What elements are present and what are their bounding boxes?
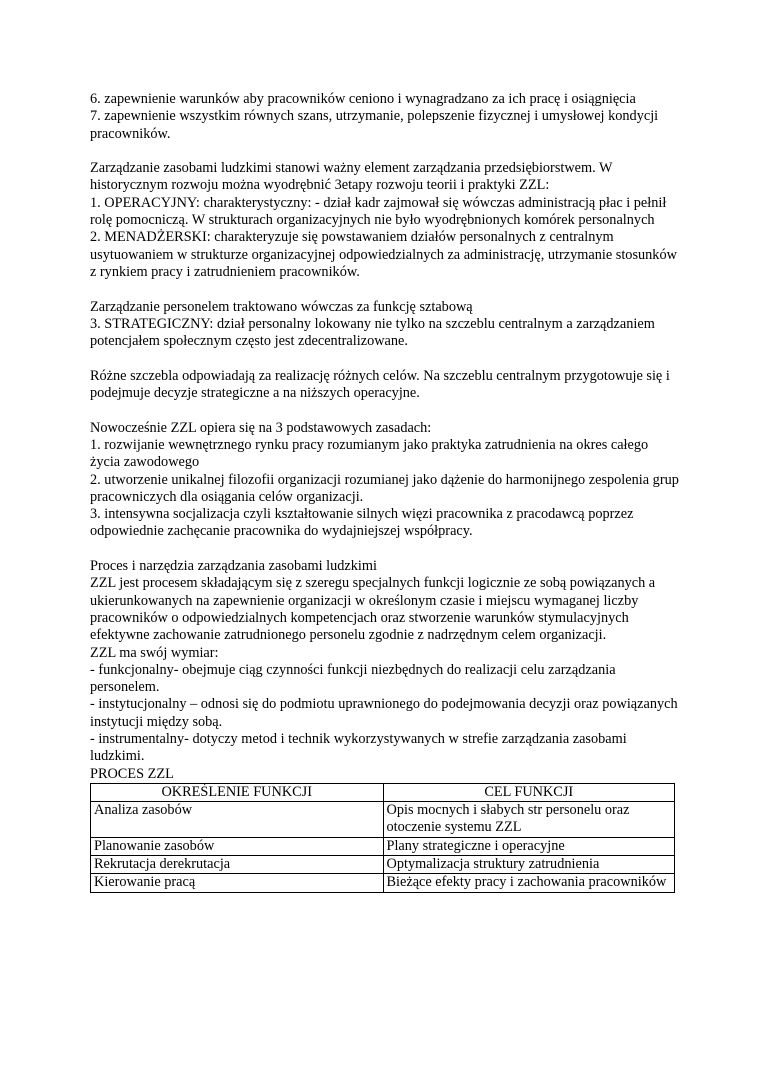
- cell-function: Analiza zasobów: [91, 802, 384, 838]
- paragraph: - instytucjonalny – odnosi się do podmiotu uprawnionego do podejmowania decyzji oraz powiązanych instytucji między sobą.: [90, 696, 678, 730]
- cell-goal: Optymalizacja struktury zatrudnienia: [383, 856, 675, 874]
- paragraph: 3. STRATEGICZNY: dział personalny lokowany nie tylko na szczeblu centralnym a zarządzaniem potencjałem społecznym często jest zdecentralizowane.: [90, 315, 655, 350]
- paragraph: 6. zapewnienie warunków aby pracowników ceniono i wynagradzano za ich pracę i osiągnięcia: [90, 91, 636, 107]
- cell-goal: Bieżące efekty pracy i zachowania pracowników: [383, 874, 675, 892]
- column-header-function: OKREŚLENIE FUNKCJI: [91, 783, 384, 801]
- paragraph: Zarządzanie zasobami ludzkimi stanowi ważny element zarządzania przedsiębiorstwem. W historycznym rozwoju można wyodrębnić 3etapy rozwoju teorii i praktyki ZZL:: [90, 160, 613, 194]
- table-header-row: [91, 783, 675, 801]
- paragraph-spacer: [90, 143, 680, 160]
- document-body: [90, 91, 680, 766]
- table-row: [91, 802, 675, 838]
- paragraph: 7. zapewnienie wszystkim równych szans, utrzymanie, polepszenie fizycznej i umysłowej kondycji pracowników.: [90, 108, 659, 142]
- paragraph: 1. OPERACYJNY: charakterystyczny: - dział kadr zajmował się wówczas administracją płac i pełnił rolę pomocniczą. W strukturach organizacyjnych nie było wyodrębnionych komórek personalnych: [90, 194, 667, 229]
- paragraph: - funkcjonalny- obejmuje ciąg czynności funkcji niezbędnych do realizacji celu zarządzania personelem.: [90, 661, 616, 696]
- paragraph: 2. utworzenie unikalnej filozofii organizacji rozumianej jako dążenie do harmonijnego zespolenia grup pracowniczych dla osiągania celów organizacji.: [90, 471, 679, 505]
- table-row: [91, 856, 675, 874]
- paragraph-spacer: [90, 281, 680, 298]
- cell-function: Rekrutacja derekrutacja: [91, 856, 384, 874]
- paragraph: ZZL jest procesem składającym się z szeregu specjalnych funkcji logicznie ze sobą powiązanych a ukierunkowanych na zapewnienie organizacji w określonym czasie i miejscu wymaganej liczby pracowników o odpowiedzialnych kompetencjach oraz stworzenie warunków stymulacyjnych efektywne zachowanie zatrudnionego personelu zgodnie z nadrzędnym celem organizacji.: [90, 575, 656, 644]
- paragraph: 1. rozwijanie wewnętrznego rynku pracy rozumianym jako praktyka zatrudnienia na okres całego życia zawodowego: [90, 436, 649, 471]
- cell-goal: Opis mocnych i słabych str personelu oraz otoczenie systemu ZZL: [383, 802, 675, 838]
- paragraph-spacer: [90, 541, 680, 558]
- cell-function: Planowanie zasobów: [91, 837, 384, 855]
- column-header-goal: CEL FUNKCJI: [383, 783, 675, 801]
- paragraph: Nowocześnie ZZL opiera się na 3 podstawowych zasadach:: [90, 419, 432, 436]
- paragraph-spacer: [90, 402, 680, 419]
- process-table: [90, 783, 675, 893]
- paragraph: Różne szczebla odpowiadają za realizację różnych celów. Na szczeblu centralnym przygotowuje się i podejmuje decyzje strategiczne a na niższych operacyjne.: [90, 367, 670, 402]
- paragraph: Proces i narzędzia zarządzania zasobami ludzkimi: [90, 558, 377, 575]
- paragraph: 2. MENADŻERSKI: charakteryzuje się powstawaniem działów personalnych z centralnym usytuowaniem w strukturze organizacyjnej odpowiedzialnych za administrację, utrzymanie stosunków z rynkiem pracy i zatrudnieniem pracowników.: [90, 229, 677, 280]
- paragraph: Zarządzanie personelem traktowano wówczas za funkcję sztabową: [90, 298, 473, 315]
- cell-goal: Plany strategiczne i operacyjne: [383, 837, 675, 855]
- table-row: [91, 874, 675, 892]
- paragraph: ZZL ma swój wymiar:: [90, 644, 219, 661]
- cell-function: Kierowanie pracą: [91, 874, 384, 892]
- paragraph-spacer: [90, 350, 680, 367]
- table-row: [91, 837, 675, 855]
- paragraph: 3. intensywna socjalizacja czyli kształtowanie silnych więzi pracownika z pracodawcą poprzez odpowiednie zachęcanie pracownika do wydajniejszej współpracy.: [90, 506, 634, 540]
- paragraph: - instrumentalny- dotyczy metod i technik wykorzystywanych w strefie zarządzania zasobami ludzkimi.: [90, 730, 627, 765]
- table-title: PROCES ZZL: [90, 765, 174, 782]
- document-page: [90, 91, 680, 893]
